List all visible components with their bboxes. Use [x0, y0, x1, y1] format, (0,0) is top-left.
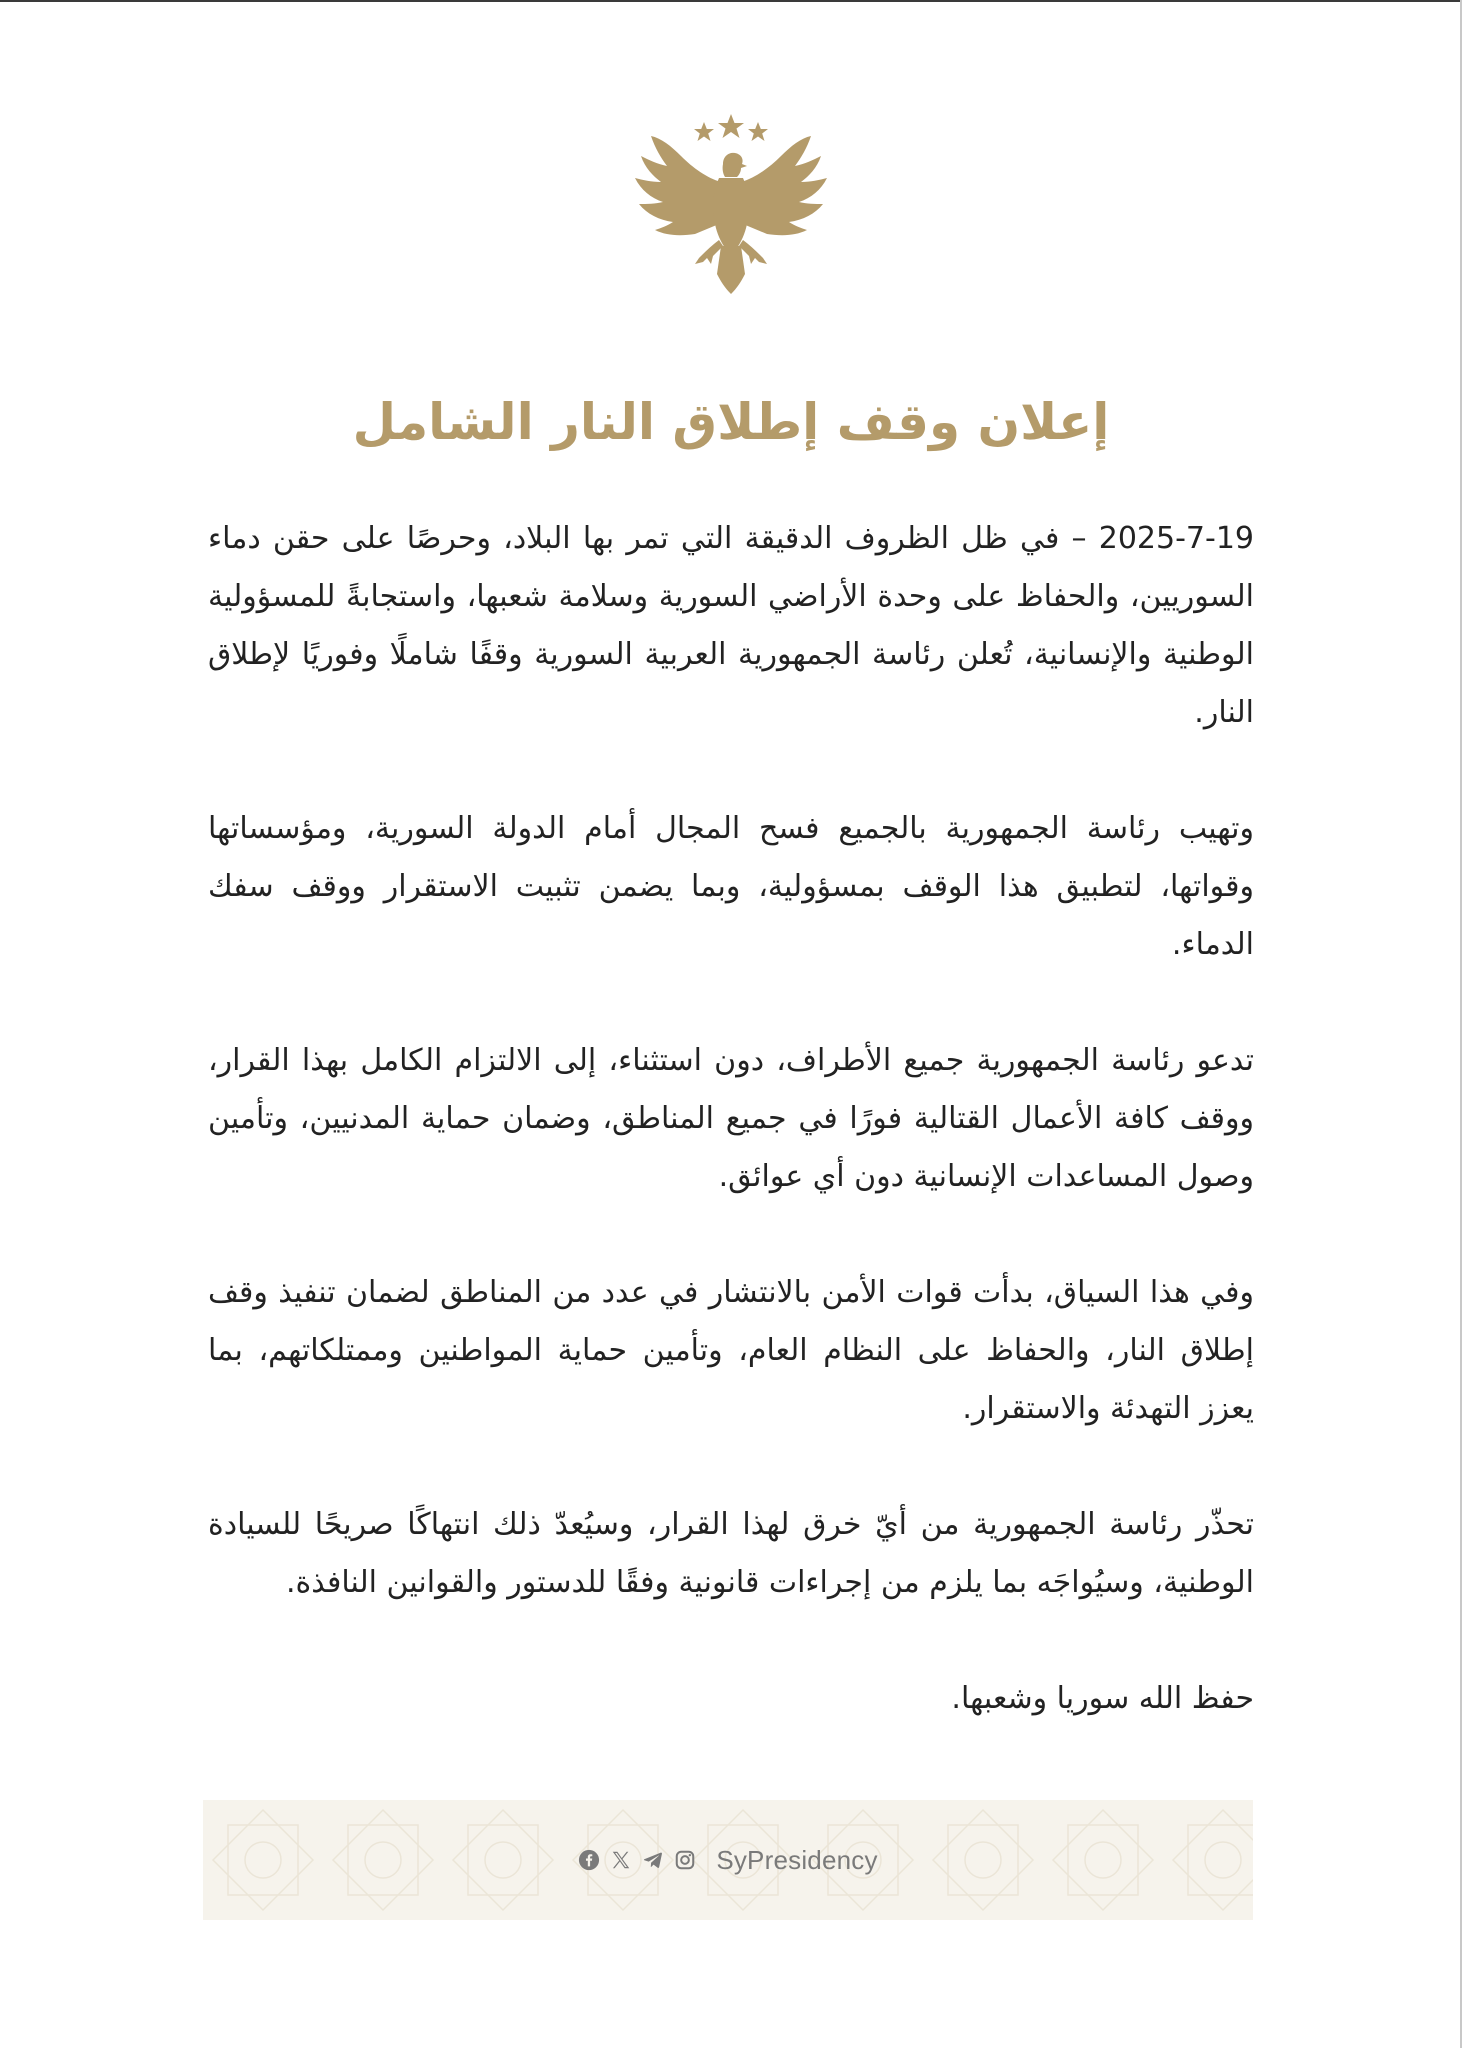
footer-band	[203, 1800, 1253, 1920]
star-icon	[748, 122, 768, 141]
paragraph: وتهيب رئاسة الجمهورية بالجميع فسح المجال أمام الدولة السورية، ومؤسساتها وقواتها، لتطبيق هذا الوقف بمسؤولية، وبما يضمن تثبيت الاستقرار ووقف سفك الدماء.	[208, 811, 1254, 962]
eagle-emblem-icon	[611, 112, 851, 312]
document-title: إعلان وقف إطلاق النار الشامل	[352, 393, 1110, 451]
document-body	[208, 510, 1254, 1728]
paragraph: 2025-7-19 – في ظل الظروف الدقيقة التي تمر بها البلاد، وحرصًا على حقن دماء السوريين، والحفاظ على وحدة الأراضي السورية وسلامة شعبها، واستجابةً للمسؤولية الوطنية والإنسانية، تُعلن رئاسة الجمهورية العربية السورية وقفًا شاملًا وفوريًا لإطلاق النار.	[208, 521, 1254, 730]
paragraph: وفي هذا السياق، بدأت قوات الأمن بالانتشار في عدد من المناطق لضمان تنفيذ وقف إطلاق النار، والحفاظ على النظام العام، وتأمين حماية المواطنين وممتلكاتهم، بما يعزز التهدئة والاستقرار.	[208, 1275, 1254, 1426]
paragraph: تحذّر رئاسة الجمهورية من أيّ خرق لهذا القرار، وسيُعدّ ذلك انتهاكًا صريحًا للسيادة الوطنية، وسيُواجَه بما يلزم من إجراءات قانونية وفقًا للدستور والقوانين النافذة.	[208, 1507, 1254, 1600]
star-icon	[718, 114, 744, 138]
social-icons	[578, 1849, 696, 1871]
facebook-icon[interactable]	[578, 1849, 600, 1871]
top-border	[0, 0, 1462, 2]
closing-line: حفظ الله سوريا وشعبها.	[951, 1681, 1254, 1716]
telegram-icon[interactable]	[642, 1849, 664, 1871]
star-icon	[694, 122, 714, 141]
social-handle[interactable]: SyPresidency	[716, 1844, 878, 1875]
paragraph: تدعو رئاسة الجمهورية جميع الأطراف، دون استثناء، إلى الالتزام الكامل بهذا القرار، ووقف كافة الأعمال القتالية فورًا في جميع المناطق، وضمان حماية المدنيين، وتأمين وصول المساعدات الإنسانية دون أي عوائق.	[208, 1043, 1254, 1194]
x-icon[interactable]	[610, 1849, 632, 1871]
footer-content	[203, 1800, 1253, 1920]
instagram-icon[interactable]	[674, 1849, 696, 1871]
